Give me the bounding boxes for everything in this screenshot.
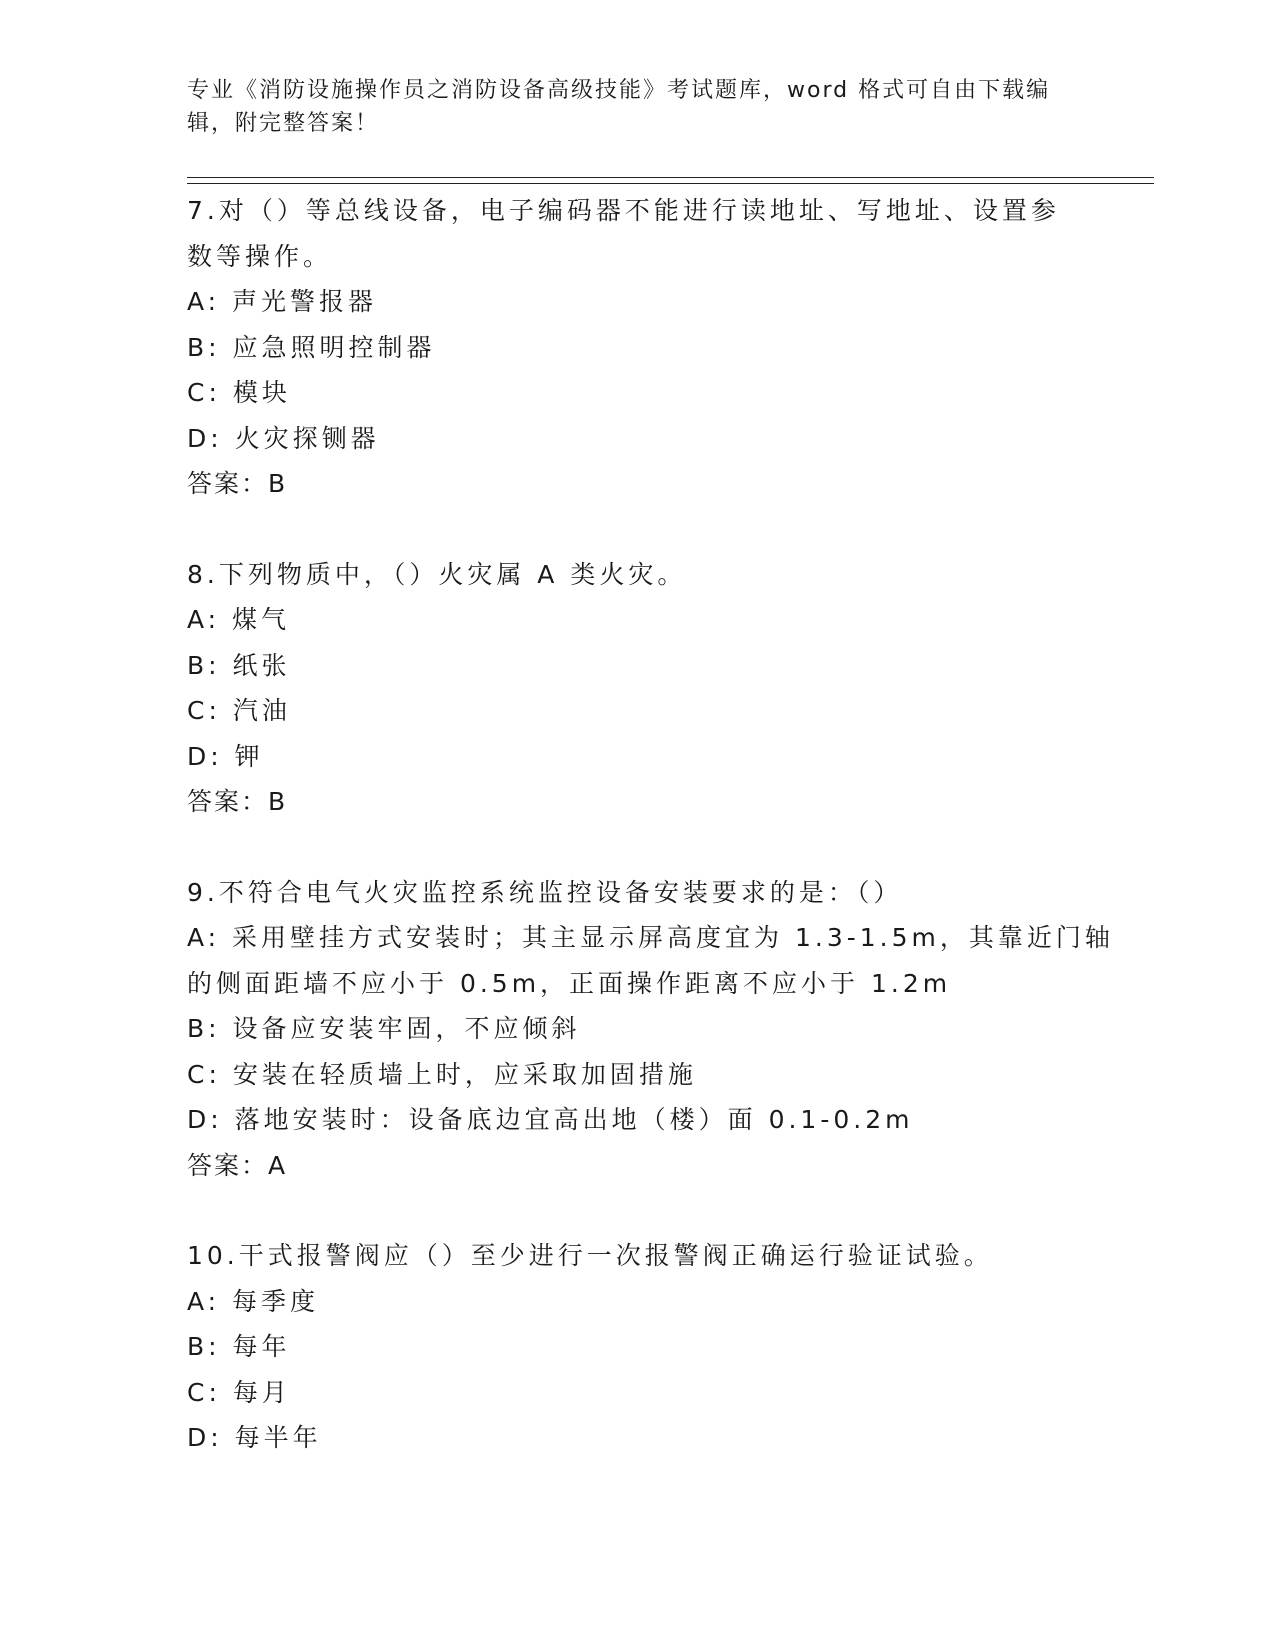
option-a: A: 煤气 bbox=[187, 605, 291, 634]
question-8 bbox=[187, 552, 1087, 825]
header-divider-bottom bbox=[187, 183, 1154, 184]
question-stem: 8.下列物质中，（）火灾属 A 类火灾。 bbox=[187, 559, 687, 589]
question-stem-continued: 数等操作。 bbox=[187, 241, 333, 271]
option-c: C: 模块 bbox=[187, 378, 291, 407]
option-b: B: 每年 bbox=[187, 1332, 291, 1361]
option-a: A: 每季度 bbox=[187, 1286, 320, 1316]
header-divider-top bbox=[187, 177, 1154, 178]
option-a: A: 采用壁挂方式安装时；其主显示屏高度宜为 1.3-1.5m，其靠近门轴 bbox=[187, 923, 1114, 952]
header-line-1: 专业《消防设施操作员之消防设备高级技能》考试题库，word 格式可自由下载编 bbox=[187, 78, 1051, 103]
option-d: D: 每半年 bbox=[187, 1423, 322, 1452]
question-9 bbox=[187, 870, 1114, 1189]
question-list bbox=[187, 188, 1114, 1461]
question-stem: 10.干式报警阀应（）至少进行一次报警阀正确运行验证试验。 bbox=[187, 1241, 993, 1270]
answer: 答案：A bbox=[187, 1150, 288, 1180]
option-b: B: 应急照明控制器 bbox=[187, 332, 436, 362]
header-line-2: 辑，附完整答案！ bbox=[187, 111, 380, 136]
option-c: C: 每月 bbox=[187, 1377, 291, 1407]
document-header bbox=[187, 74, 1067, 140]
option-b: B: 纸张 bbox=[187, 650, 291, 680]
answer: 答案：B bbox=[187, 787, 288, 816]
option-b: B: 设备应安装牢固，不应倾斜 bbox=[187, 1014, 581, 1043]
option-c: C: 汽油 bbox=[187, 696, 291, 725]
option-d: D: 火灾探铡器 bbox=[187, 423, 380, 453]
question-7 bbox=[187, 188, 1087, 507]
answer: 答案：B bbox=[187, 469, 288, 498]
question-stem: 7.对（）等总线设备，电子编码器不能进行读地址、写地址、设置参 bbox=[187, 196, 1060, 225]
option-d: D: 钾 bbox=[187, 741, 264, 771]
option-a-continued: 的侧面距墙不应小于 0.5m，正面操作距离不应小于 1.2m bbox=[187, 968, 952, 998]
option-a: A: 声光警报器 bbox=[187, 287, 378, 316]
option-d: D: 落地安装时：设备底边宜高出地（楼）面 0.1-0.2m bbox=[187, 1105, 914, 1134]
question-stem: 9.不符合电气火灾监控系统监控设备安装要求的是：（） bbox=[187, 877, 903, 907]
option-c: C: 安装在轻质墙上时，应采取加固措施 bbox=[187, 1059, 697, 1089]
question-10 bbox=[187, 1233, 1087, 1461]
